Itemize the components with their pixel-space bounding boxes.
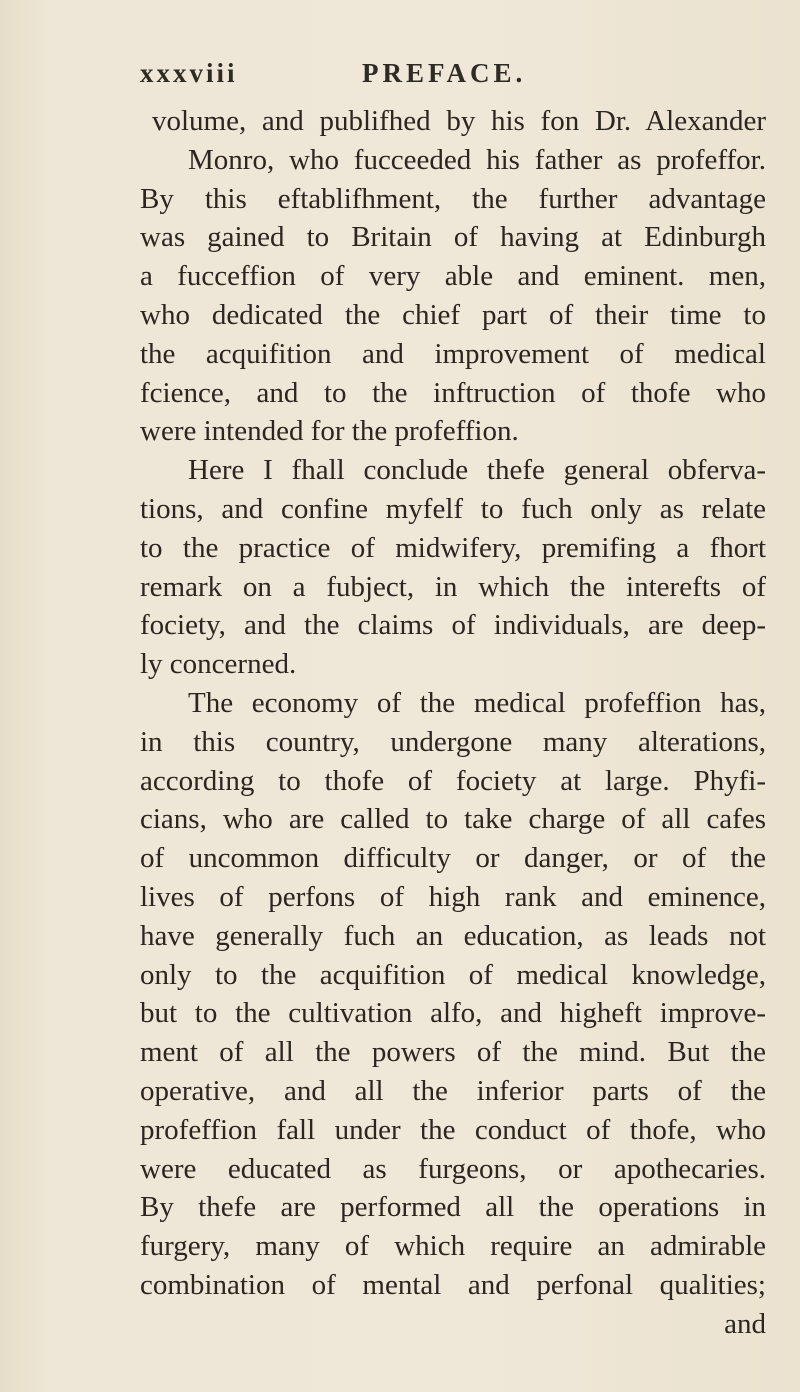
text-line: Monro, who fucceeded his father as profeffor. bbox=[188, 143, 766, 176]
text-line: ly concerned. bbox=[140, 648, 297, 681]
page-number: xxxviii bbox=[140, 58, 238, 88]
text-line: the acquifition and improvement of medical bbox=[140, 337, 766, 370]
text-line: who dedicated the chief part of their time to bbox=[140, 298, 766, 331]
text-line: cians, who are called to take charge of all cafes bbox=[140, 803, 766, 836]
text-line: lives of perfons of high rank and eminence, bbox=[140, 880, 766, 913]
text-line: tions, and confine myfelf to fuch only as relate bbox=[140, 492, 766, 525]
text-line: By thefe are performed all the operations in bbox=[140, 1191, 766, 1224]
text-line: The economy of the medical profeffion has, bbox=[188, 686, 766, 719]
running-head bbox=[140, 58, 740, 98]
text-line: fcience, and to the inftruction of thofe who bbox=[140, 376, 766, 409]
text-line: a fucceffion of very able and eminent. men, bbox=[140, 260, 766, 293]
text-line: to the practice of midwifery, premifing a fhort bbox=[140, 531, 766, 564]
text-line: only to the acquifition of medical knowledge, bbox=[140, 958, 766, 991]
text-line: were educated as furgeons, or apothecaries. bbox=[140, 1152, 766, 1185]
text-line: profeffion fall under the conduct of thofe, who bbox=[140, 1113, 766, 1146]
catchword: and bbox=[724, 1307, 766, 1340]
text-line: volume, and publifhed by his fon Dr. Alexander bbox=[152, 105, 766, 137]
text-line: furgery, many of which require an admirable bbox=[140, 1230, 766, 1263]
text-line: but to the cultivation alfo, and higheft improve- bbox=[140, 997, 766, 1030]
text-line: Here I fhall conclude thefe general obferva- bbox=[188, 454, 766, 487]
text-line: of uncommon difficulty or danger, or of the bbox=[140, 842, 766, 875]
text-line: operative, and all the inferior parts of the bbox=[140, 1074, 766, 1107]
text-line: By this eftablifhment, the further advantage bbox=[140, 182, 766, 215]
text-line: according to thofe of fociety at large. Phyfi- bbox=[140, 764, 766, 797]
text-line: remark on a fubject, in which the interefts of bbox=[140, 570, 766, 603]
text-line: fociety, and the claims of individuals, are deep- bbox=[140, 609, 766, 642]
text-line: have generally fuch an education, as leads not bbox=[140, 919, 766, 952]
text-line: combination of mental and perfonal qualities; bbox=[140, 1268, 766, 1301]
body-text bbox=[140, 102, 766, 1344]
text-line: ment of all the powers of the mind. But the bbox=[140, 1036, 766, 1069]
running-title: PREFACE. bbox=[362, 58, 527, 88]
text-line: in this country, undergone many alterations, bbox=[140, 725, 766, 758]
text-line: were intended for the profeffion. bbox=[140, 415, 519, 448]
text-line: was gained to Britain of having at Edinburgh bbox=[140, 221, 766, 254]
